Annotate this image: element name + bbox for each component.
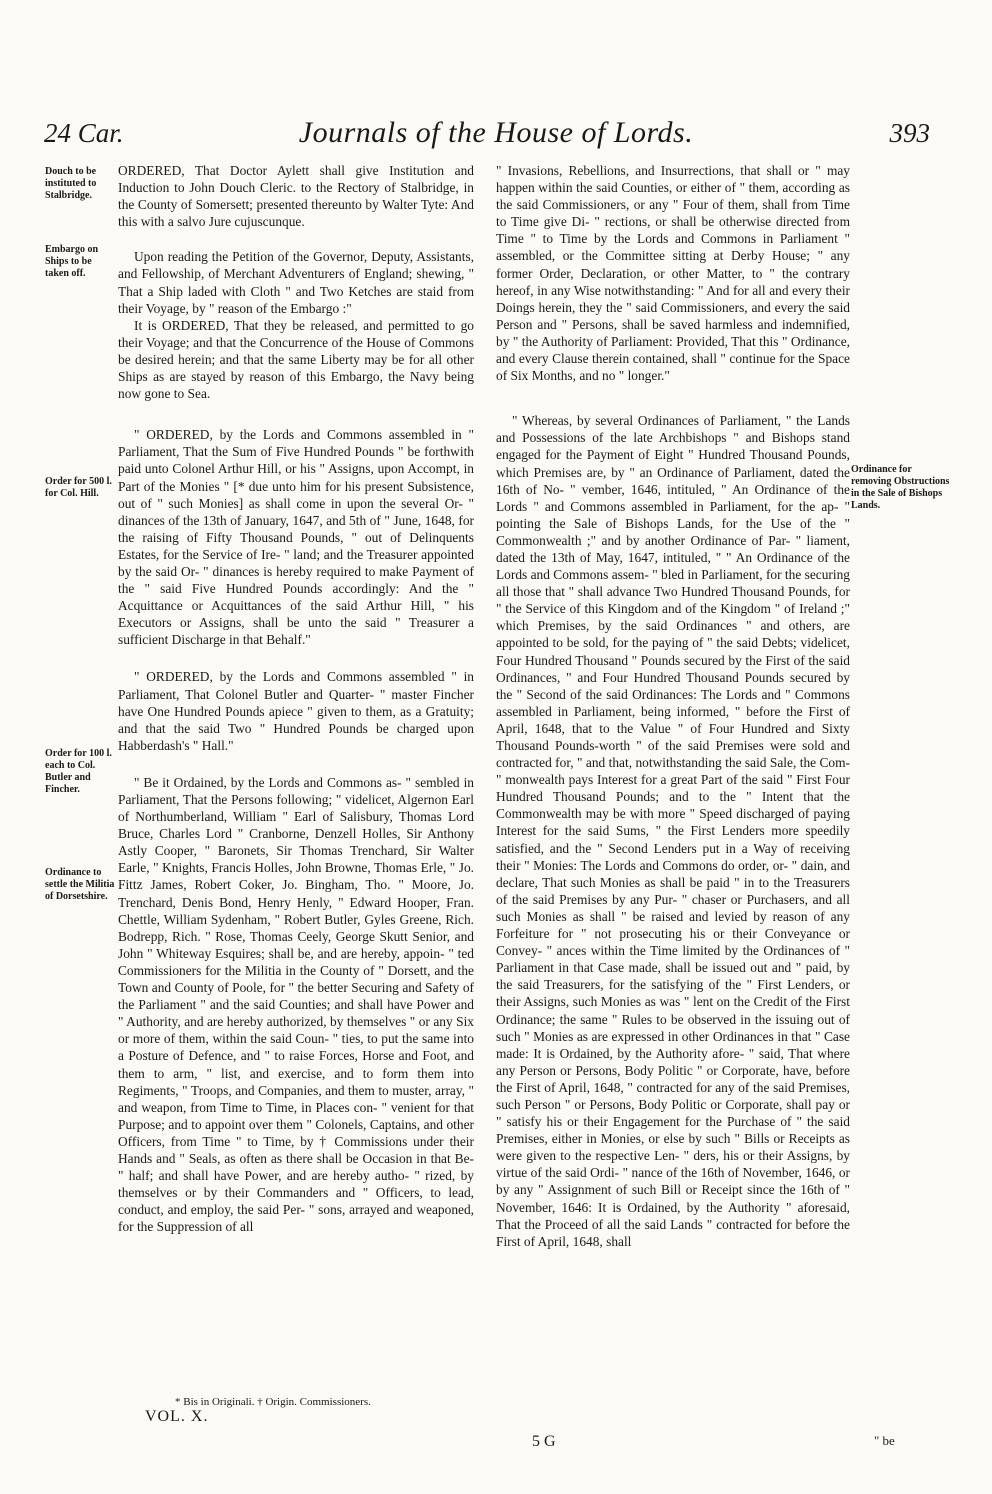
volume-number: VOL. X. <box>145 1408 209 1425</box>
signature-mark: 5 G <box>532 1433 556 1450</box>
sidenote-col-hill: Order for 500 l. for Col. Hill. <box>45 476 112 499</box>
sidenote-butler-fincher: Order for 100 l. each to Col. Butler and Fincher. <box>45 748 112 795</box>
regnal-year: 24 Car. <box>44 118 124 148</box>
entry-militia-ordinance: " Be it Ordained, by the Lords and Commons as- " sembled in Parliament, That the Persons following; " videlicet, Algernon Earl of Northumberland, William " Earl of Salisbury, Thomas Lord Bruce, Charles Lord " Cranborne, Denzell Holles, Sir Anthony Astly Cooper, " Baronets, Sir Thomas Trenchard, Sir Walter Earle, " Knights, Francis Holles, John Browne, Thomas Erle, " Jo. Fittz James, Robert Coker, Jo. Bingham, Tho. " Moore, Jo. Trenchard, Denis Bond, Henry Henly, " Edward Hooper, Fran. Chettle, William Sydenham, " Robert Butler, Gyles Greene, Rich. Bodrepp, Rich. " Rose, Thomas Ceely, George Skutt Senior, and John " Whiteway Esquires; shall be, and are hereby, appoin- " ted Commissioners for the Militia in the County of " Dorsett, and the Town and County of Poole, for " the better Securing and Safety of the Parliament " and the said Counties; and shall have Power and " Authority, and are hereby authorized, by themselves " or any Six or more of them, within the said Coun- " ties, to put the same into a Posture of Defence, and " to raise Forces, Horse and Foot, and them to arm, " list, and exercise, and to form them into Regiments, " Troops, and Companies, and them to muster, array, " and weapon, from Time to Time, in Places con- " venient for that Purpose; and to appoint over them " Colonels, Captains, and other Officers, from Time " to Time, by † Commissions under their Hands and " Seals, as often as there shall be Occasion in that Be- " half; and shall have Power, and are hereby autho- " rized, by themselves or by their Commanders and " Officers, to lead, conduct, and employ, the said Per- " sons, arrayed and weaponed, for the Suppression of all <box>118 774 474 1235</box>
entry-col-hill: " ORDERED, by the Lords and Commons assembled in " Parliament, That the Sum of Five Hundred Pounds " be forthwith paid unto Colonel Arthur Hill, or his " Assigns, upon Accompt, in Part of the Monies " [* due unto him for his present Subsistence, out of " such Monies] as shall come in upon the several Or- " dinances of the 13th of January, 1647, and 5th of " June, 1648, for the raising of Fifty Thousand Pounds, " out of Delinquents Estates, for the Service of Ire- " land; and the Treasurer appointed by the said Or- " dinances is hereby required to make Payment of the " said Five Hundred Pounds accordingly: And the " Acquittance or Acquittances of the said Arthur Hill, " his Executors or Assigns, shall be unto the said " Treasurer a sufficient Discharge in that Behalf." <box>118 427 474 648</box>
entry-militia-continued: " Invasions, Rebellions, and Insurrections, that shall or " may happen within the said Counties, or either of " them, according as the said Commissioners, or any " Four of them, shall from Time to Time give Di- " rections, or shall be otherwise directed from Time " to Time by the Lords and Commons in Parliament " assembled, or the Committee sitting at Derby House; " any former Order, Declaration, or other Matter, to " the contrary hereof, in any Wise notwithstanding: " And for all and every their Doings herein, they the " said Commissioners, and every the said Person and " Persons, shall be saved harmless and indemnified, by " the Authority of Parliament: Provided, That this " Ordinance, and every Clause therein contained, shall " continue for the Space of Six Months, and no " longer." <box>496 163 850 384</box>
page-number: 393 <box>889 118 930 148</box>
sidenote-douch: Douch to be instituted to Stalbridge. <box>45 166 97 201</box>
entry-embargo-petition: Upon reading the Petition of the Governor, Deputy, Assistants, and Fellowship, of Merchant Adventurers of England; shewing, " That a Ship laded with Cloth " and Two Ketches are staid from their Voyage, by " reason of the Embargo :" <box>118 249 474 316</box>
entry-embargo-order: It is ORDERED, That they be released, and permitted to go their Voyage; and that the Concurrence of the House of Commons be desired herein; and that the same Liberty may be for all other Ships as are stayed by reason of this Embargo, the Navy being now gone to Sea. <box>118 317 474 402</box>
catchword: " be <box>874 1433 895 1448</box>
running-title: Journals of the House of Lords. <box>298 116 694 149</box>
sidenote-bishops-lands: Ordinance for removing Obstructions in the Sale of Bishops Lands. <box>851 464 950 511</box>
right-column <box>496 162 850 1250</box>
sidenote-embargo: Embargo on Ships to be taken off. <box>45 244 99 279</box>
sidenote-militia-dorset: Ordinance to settle the Militia of Dorsetshire. <box>45 867 115 902</box>
entry-douch: ORDERED, That Doctor Aylett shall give Institution and Induction to John Douch Cleric. to the Rectory of Stalbridge, in the County of Somersett; presented thereunto by Walter Tyte: And this with a salvo Jure cujuscunque. <box>118 163 474 230</box>
page-header <box>0 0 992 150</box>
entry-bishops-lands: " Whereas, by several Ordinances of Parliament, " the Lands and Possessions of the late Archbishops " and Bishops stand engaged for the Payment of Eight " Hundred Thousand Pounds, which Premises are, by " an Ordinance of Parliament, dated the 16th of No- " vember, 1646, intituled, " An Ordinance of the Lords " and Commons assembled in Parliament, for the ap- " pointing the Sale of Bishops Lands, for the Use of the " Commonwealth ;" and by another Ordinance of Par- " liament, dated the 13th of May, 1647, intituled, " " An Ordinance of the Lords and Commons assem- " bled in Parliament, for the securing all those that " shall advance Two Hundred Thousand Pounds, for " the Service of this Kingdom and of the Kingdom " of Ireland ;" which Premises, by the said Ordinances " and others, are appointed to be sold, for the paying of " the said Debts; videlicet, Four Hundred Thousand " Pounds secured by the First of the said Ordinances, " and Four Hundred Thousand Pounds secured by the " Second of the said Ordinances: The Lords and " Commons assembled in Parliament, being informed, " before the First of April, 1648, that to the Value " of Four Hundred and Sixty Thousand Pounds-worth " of the said Premises were sold and contracted for, " and that, notwithstanding the said Sale, the Com- " monwealth pays Interest for a great Part of the said " First Four Hundred Thousand Pounds; and to the " Intent that the Commonwealth may be with more " Speed discharged of paying Interest for the said Sums, " the First Lenders more speedily satisfied, and the " Second Lenders put in a Way of receiving their " Monies: The Lords and Commons do order, or- " dain, and declare, That such Monies as shall be paid " in to the Treasurers of the said Premises by any Pur- " chaser or Purchasers, and all such Monies as shall " be raised and levied by reason of any Forfeiture for " not prosecuting his or their Conveyance or Convey- " ances within the Time limited by the Ordinances of " Parliament in that Case made, shall be issued out and " paid, by the said Treasurers, for the satisfying of the " First Lenders, or their Assigns, such Monies as was " lent on the Credit of the First Ordinance; the same " Rules to be observed in the issuing out of such " Monies as are expressed in other Ordinances in that " Case made: It is Ordained, by the Authority afore- " said, That where any Person or Persons, Body Politic " or Corporate, have, before the First of April, 1648, " contracted for any of the said Premises, such Person " or Persons, Body Politic or Corporate, shall pay or " satisfy his or their Engagement for the Purchase of " the said Premises, either in Monies, or else by such " Bills or Receipts as were given to the respective Len- " ders, his or their Assigns, by virtue of the said Ordi- " nance of the 16th of November, 1646, or by any " Assignment of such Bill or Receipt since the 16th of " November, 1646: It is Ordained, by the Authority " aforesaid, That the Proceed of all the said Lands " contracted for before the First of April, 1648, shall <box>496 413 850 1249</box>
footnotes: * Bis in Originali. † Origin. Commissioners. <box>175 1396 371 1408</box>
left-column <box>118 162 474 1235</box>
entry-butler-fincher: " ORDERED, by the Lords and Commons assembled " in Parliament, That Colonel Butler and Quarter- " master Fincher have One Hundred Pounds apiece " given to them, as a Gratuity; and that the said Two " Hundred Pounds be charged upon Habberdash's " Hall." <box>118 669 474 753</box>
